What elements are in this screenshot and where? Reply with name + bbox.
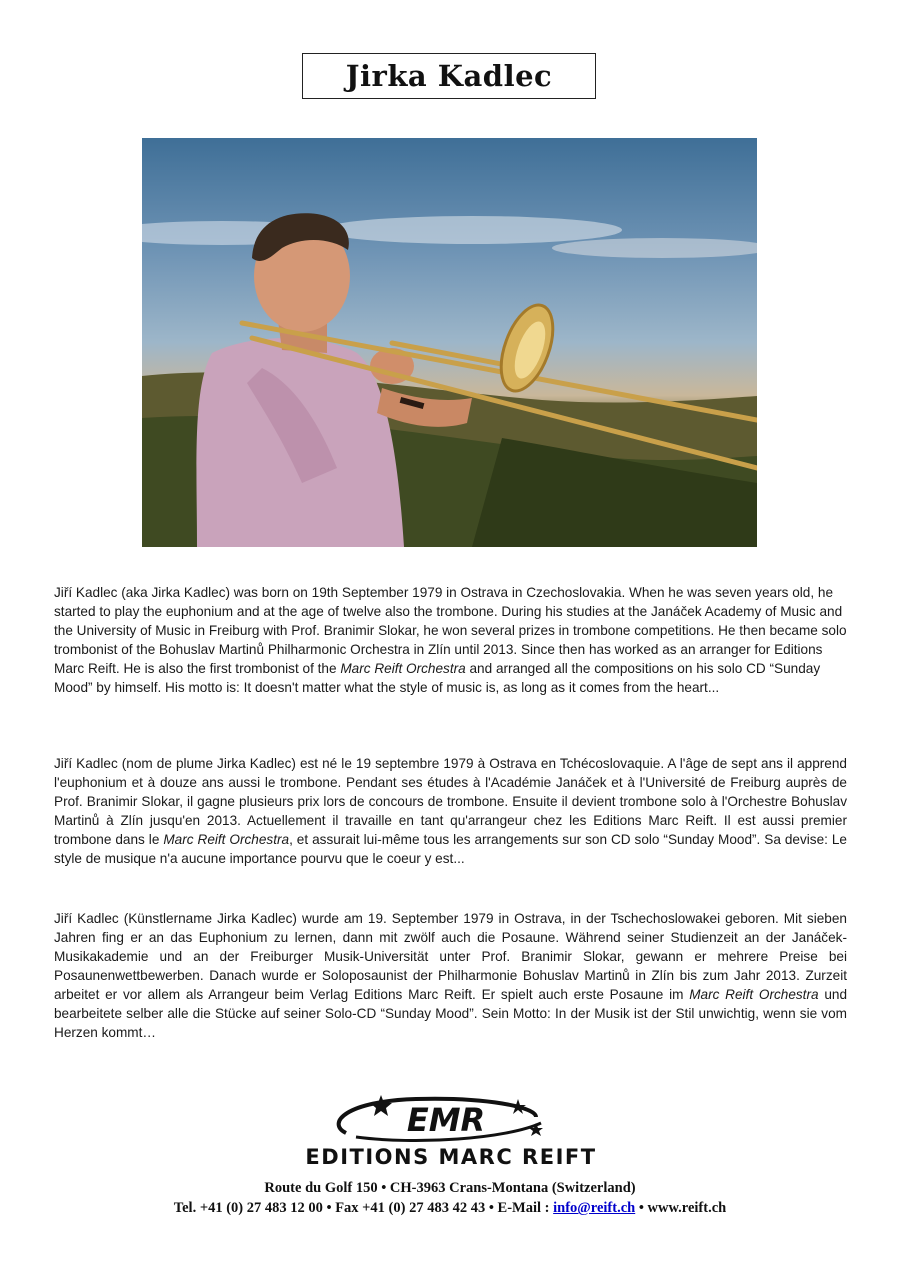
publisher-logo xyxy=(286,1093,616,1171)
bio-german: Jiří Kadlec (Künstlername Jirka Kadlec) wurde am 19. September 1979 in Ostrava, in der Tschechoslowakei geboren. Mit sieben Jahren fing er an das Euphonium zu lernen, dann mit zwölf auch die Posaune. Während seiner Studienzeit an der Janáček-Musikakademie und an der Freiburger Musik-Universität unter Prof. Branimir Slokar, gewann er mehrere Preise bei Posaunenwettbewerben. Danach wurde er Soloposaunist der Philharmonie Bohuslav Martinů in Zlín bis zum Jahr 2013. Zurzeit arbeitet er vor allem als Arrangeur beim Verlag Editions Marc Reift. Er spielt auch erste Posaune im Marc Reift Orchestra und bearbeitete selber alle die Stücke auf seiner Solo-CD “Sunday Mood”. Sein Motto: In der Musik ist der Stil unwichtig, wenn sie vom Herzen kommt… xyxy=(54,911,848,1040)
email-link[interactable]: info@reift.ch xyxy=(553,1200,636,1216)
publisher-address: Route du Golf 150 • CH-3963 Crans-Montana (Switzerland) xyxy=(264,1180,636,1196)
emr-logo-text: EMR xyxy=(406,1101,486,1139)
contact-phone-fax: Tel. +41 (0) 27 483 12 00 • Fax +41 (0) 27 483 42 43 • E-Mail : xyxy=(173,1200,554,1216)
emr-logo-icon xyxy=(286,1093,616,1145)
publisher-name: EDITIONS MARC REIFT xyxy=(305,1145,597,1169)
bio-english: Jiří Kadlec (aka Jirka Kadlec) was born on 19th September 1979 in Ostrava in Czechoslovakia. When he was seven years old, he started to play the euphonium and at the age of twelve also the trombone. During his studies at the Janáček Academy of Music and the University of Music in Freiburg with Prof. Branimir Slokar, he won several prizes in trombone competitions. He then became solo trombonist of the Bohuslav Martinů Philharmonic Orchestra in Zlín until 2013. Since then has worked as an arranger for Editions Marc Reift. He is also the first trombonist of the Marc Reift Orchestra and arranged all the compositions on his solo CD “Sunday Mood” by himself. His motto is: It doesn't matter what the style of music is, as long as it comes from the heart... xyxy=(54,585,847,695)
trombone-player-photo xyxy=(142,138,757,547)
bio-french: Jiří Kadlec (nom de plume Jirka Kadlec) est né le 19 septembre 1979 à Ostrava en Tchécoslovaquie. A l'âge de sept ans il apprend l'euphonium et à douze ans aussi le trombone. Pendant ses études à l'Académie Janáček et à l'Université de Freiburg auprès de Prof. Branimir Slokar, il gagne plusieurs prix lors de concours de trombone. Ensuite il devient trombone solo à l'Orchestre Bohuslav Martinů à Zlín jusqu'en 2013. Actuellement il travaille en tant qu'arrangeur chez les Editions Marc Reift. Il est aussi premier trombone dans le Marc Reift Orchestra, et assurait lui-même tous les arrangements sur son CD solo “Sunday Mood”. Sa devise: Le style de musique n'a aucune importance pourvu que le coeur y est... xyxy=(54,756,847,866)
page-title: Jirka Kadlec xyxy=(302,53,596,99)
publisher-contact xyxy=(0,1200,900,1217)
contact-website: • www.reift.ch xyxy=(635,1200,727,1216)
